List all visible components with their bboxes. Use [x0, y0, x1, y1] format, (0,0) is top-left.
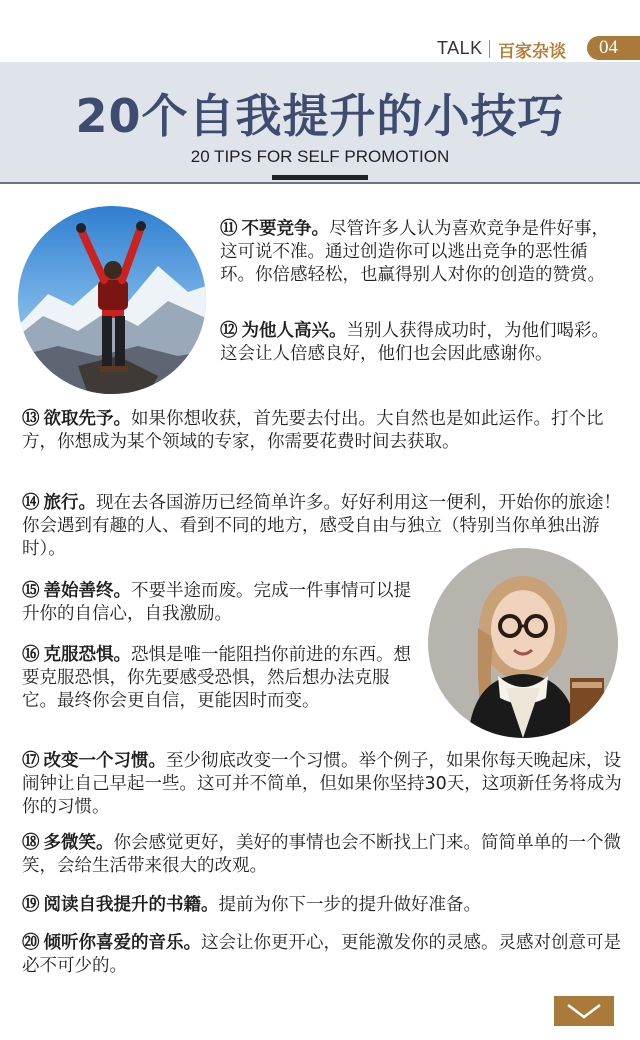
top-bar — [0, 0, 640, 62]
tip-number: ⑬ — [22, 409, 40, 429]
title-underline — [272, 175, 368, 180]
tip-title: 倾听你喜爱的音乐。 — [43, 933, 201, 953]
tip-number: ⑯ — [22, 645, 40, 665]
page-subtitle: 20 TIPS FOR SELF PROMOTION — [190, 147, 450, 166]
tip-title: 旅行。 — [43, 493, 96, 513]
tip-12 — [220, 320, 620, 366]
column-name: 百家杂谈 — [498, 42, 566, 62]
woman-photo — [428, 548, 618, 738]
tip-11 — [220, 218, 620, 287]
page-title: 20个自我提升的小技巧 — [75, 89, 565, 143]
tip-title: 欲取先予。 — [43, 409, 131, 429]
tip-title: 为他人高兴。 — [241, 321, 347, 341]
tip-title: 阅读自我提升的书籍。 — [43, 895, 219, 915]
tip-body: 不要半途而废。完成一件事情可以提升你的自信心，自我激励。 — [22, 581, 411, 624]
tip-16 — [22, 644, 422, 713]
tip-body: 至少彻底改变一个习惯。举个例子，如果你每天晚起床，设闹钟让自己早起一些。这可并不简单，但如果你坚持30天，这项新任务将成为你的习惯。 — [22, 751, 622, 817]
tip-18 — [22, 832, 626, 878]
tip-title: 克服恐惧。 — [43, 645, 131, 665]
tip-title: 多微笑。 — [43, 833, 114, 853]
climber-photo — [18, 206, 206, 394]
next-page-button[interactable] — [554, 996, 614, 1026]
tip-body: 这会让你更开心，更能激发你的灵感。灵感对创意可是必不可少的。 — [22, 933, 621, 976]
chevron-down-icon — [554, 996, 614, 1026]
tip-title: 改变一个习惯。 — [43, 751, 166, 771]
tip-body: 提前为你下一步的提升做好准备。 — [218, 895, 481, 915]
tip-number: ⑪ — [220, 219, 238, 239]
tip-number: ⑲ — [22, 895, 40, 915]
tip-body: 恐惧是唯一能阻挡你前进的东西。想要克服恐惧，你先要感受恐惧，然后想办法克服它。最终你会更自信，更能因时而变。 — [22, 645, 411, 711]
tip-number: ⑱ — [22, 833, 40, 853]
tip-number: ⑭ — [22, 493, 40, 513]
tip-title: 不要竞争。 — [241, 219, 329, 239]
tip-17 — [22, 750, 626, 819]
tip-15 — [22, 580, 422, 626]
issue-number: 04 — [599, 37, 618, 58]
tip-body: 当别人获得成功时，为他们喝彩。这会让人倍感良好，他们也会因此感谢你。 — [220, 321, 609, 364]
tip-14 — [22, 492, 626, 561]
tip-number: ⑳ — [22, 933, 40, 953]
talk-label: TALK — [437, 38, 483, 58]
tip-19 — [22, 894, 626, 917]
tip-body: 现在去各国游历已经简单许多。好好利用这一便利，开始你的旅途！你会遇到有趣的人、看到不同的地方，感受自由与独立（特别当你单独出游时）。 — [22, 493, 621, 559]
tip-number: ⑮ — [22, 581, 40, 601]
tip-20 — [22, 932, 626, 978]
divider — [489, 40, 490, 58]
tip-body: 如果你想收获，首先要去付出。大自然也是如此运作。打个比方，你想成为某个领域的专家，你需要花费时间去获取。 — [22, 409, 604, 452]
tip-body: 尽管许多人认为喜欢竞争是件好事，这可说不准。通过创造你可以逃出竞争的恶性循环。你倍感轻松，也赢得别人对你的创造的赞赏。 — [220, 219, 609, 285]
tip-number: ⑫ — [220, 321, 238, 341]
header-banner — [0, 62, 640, 184]
tip-body: 你会感觉更好，美好的事情也会不断找上门来。简简单单的一个微笑，会给生活带来很大的改观。 — [22, 833, 621, 876]
tip-title: 善始善终。 — [43, 581, 131, 601]
tip-number: ⑰ — [22, 751, 40, 771]
tip-13 — [22, 408, 626, 454]
